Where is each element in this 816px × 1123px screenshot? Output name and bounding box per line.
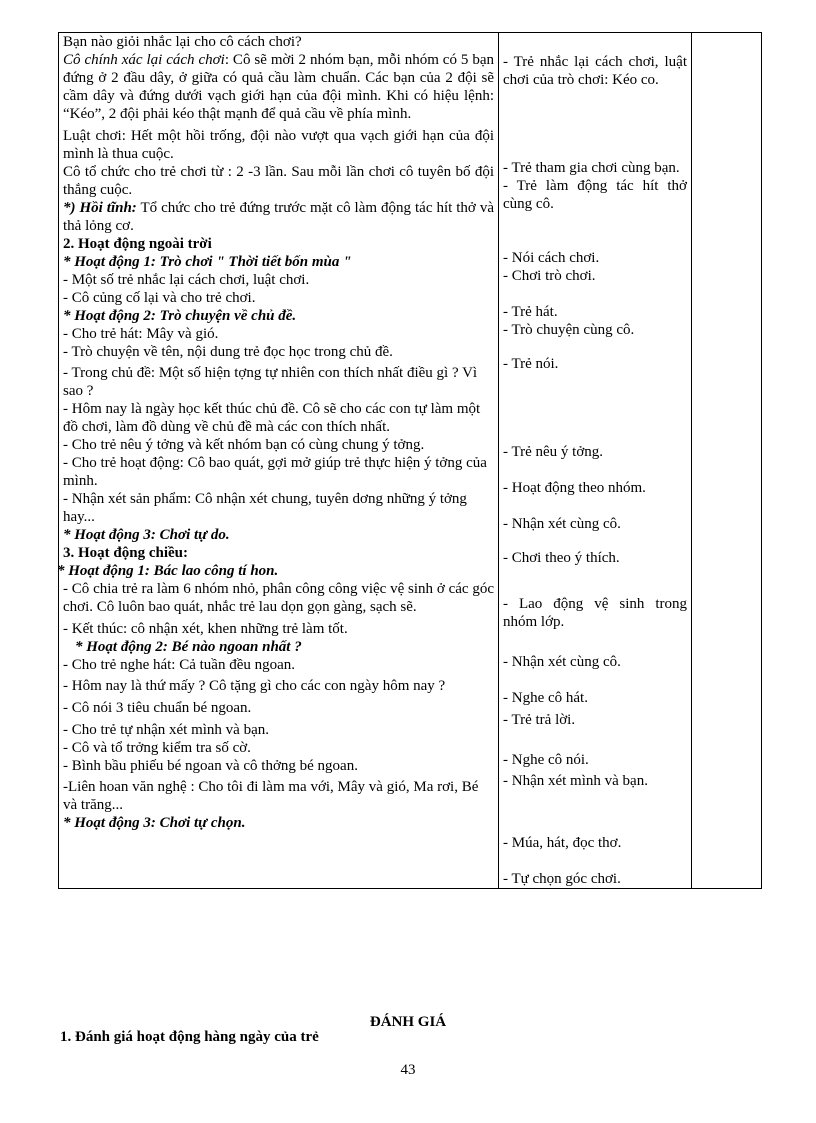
list-item: - Nghe cô nói. (503, 752, 589, 768)
list-item: - Cho trẻ hát: Mây và gió. (63, 326, 219, 342)
rules-paragraph (63, 51, 494, 123)
list-item: - Cô và tổ trởng kiểm tra số cờ. (63, 740, 251, 756)
list-item: - Cô chia trẻ ra làm 6 nhóm nhỏ, phân công công việc vệ sinh ở các góc chơi. Cô luôn bao quát, nhắc trẻ lau dọn gọn gàng, sạch sẽ. (63, 581, 494, 615)
list-item: - Lao động vệ sinh trong nhóm lớp. (503, 596, 687, 630)
outdoor-activity-2-title: * Hoạt động 2: Trò chuyện về chủ đề. (63, 308, 297, 324)
rules-lead: Cô chính xác lại cách chơi (63, 52, 225, 68)
list-item: - Nhận xét mình và bạn. (503, 773, 648, 789)
cooldown-paragraph (63, 199, 494, 235)
teacher-activity-cell (59, 33, 499, 889)
list-item: - Nhận xét sản phẩm: Cô nhận xét chung, tuyên dơng những ý tởng hay... (63, 491, 467, 525)
list-item: - Tự chọn góc chơi. (503, 871, 621, 887)
list-item: - Múa, hát, đọc thơ. (503, 835, 622, 851)
intro-question: Bạn nào giỏi nhắc lại cho cô cách chơi? (63, 34, 302, 50)
child-rules: - Trẻ nhắc lại cách chơi, luật chơi của trò chơi: Kéo co. (503, 54, 687, 88)
list-item: - Nhận xét cùng cô. (503, 654, 621, 670)
list-item: - Cho trẻ nêu ý tởng và kết nhóm bạn có cùng chung ý tởng. (63, 437, 425, 453)
list-item: - Trẻ trả lời. (503, 712, 576, 728)
rules-text: : Cô sẽ mời 2 nhóm bạn, mỗi nhóm có 5 bạn đứng ở 2 đầu dây, ở giữa có quả cầu làm chuẩn. Các bạn của 2 đội sẽ cầm dây và đứng dưới vạch giới hạn của đội mình. Khi có hiệu lệnh: “Kéo”, 2 đội phải kéo thật mạnh để quả cầu về phía mình. (63, 52, 494, 122)
cooldown-text: Tổ chức cho trẻ đứng trước mặt cô làm động tác hít thở và thả lỏng cơ. (63, 200, 494, 234)
activity-table (58, 32, 762, 889)
list-item: - Hoạt động theo nhóm. (503, 480, 646, 496)
list-item: - Trong chủ đề: Một số hiện tợng tự nhiên con thích nhất điều gì ? Vì sao ? (63, 365, 478, 399)
child-activity-cell (499, 33, 692, 889)
evaluation-subtitle: 1. Đánh giá hoạt động hàng ngày của trẻ (60, 1029, 319, 1045)
list-item: - Nói cách chơi. (503, 250, 600, 266)
outdoor-activity-1-title: * Hoạt động 1: Trò chơi " Thời tiết bốn mùa " (63, 254, 352, 270)
afternoon-activity-1-title: * Hoạt động 1: Bác lao công tí hon. (57, 563, 279, 579)
list-item: - Nghe cô hát. (503, 690, 588, 706)
page-number: 43 (400, 1062, 416, 1078)
list-item: - Trẻ nêu ý tởng. (503, 444, 604, 460)
list-item: - Cho trẻ tự nhận xét mình và bạn. (63, 722, 270, 738)
evaluation-title: ĐÁNH GIÁ (369, 1014, 447, 1030)
list-item: - Cô củng cố lại và cho trẻ chơi. (63, 290, 256, 306)
list-item: - Trẻ nói. (503, 356, 559, 372)
list-item: - Nhận xét cùng cô. (503, 516, 621, 532)
list-item: - Bình bầu phiếu bé ngoan và cô thởng bé ngoan. (63, 758, 358, 774)
afternoon-activity-2-title: * Hoạt động 2: Bé nào ngoan nhất ? (75, 639, 302, 655)
list-item: - Chơi trò chơi. (503, 268, 596, 284)
list-item: - Cho trẻ nghe hát: Cả tuần đều ngoan. (63, 657, 296, 673)
child-breathing: - Trẻ làm động tác hít thở cùng cô. (503, 178, 687, 212)
game-rules: Luật chơi: Hết một hồi trống, đội nào vượt qua vạch giới hạn của đội mình là thua cuộc. (63, 128, 494, 162)
notes-cell (692, 33, 762, 889)
table-row (59, 33, 762, 889)
list-item: - Chơi theo ý thích. (503, 550, 620, 566)
list-item: - Trẻ hát. (503, 304, 558, 320)
list-item: -Liên hoan văn nghệ : Cho tôi đi làm ma với, Mây và gió, Ma rơi, Bé và trăng... (63, 779, 479, 813)
afternoon-activity-3-title: * Hoạt động 3: Chơi tự chọn. (63, 815, 246, 831)
list-item: - Trò chuyện về tên, nội dung trẻ đọc học trong chủ đề. (63, 344, 393, 360)
list-item: - Hôm nay là thứ mấy ? Cô tặng gì cho các con ngày hôm nay ? (63, 678, 446, 694)
list-item: - Hôm nay là ngày học kết thúc chủ đề. Cô sẽ cho các con tự làm một đồ chơi, làm đồ dùng về chủ đề mà các con thích nhất. (63, 401, 481, 435)
list-item: - Một số trẻ nhắc lại cách chơi, luật chơi. (63, 272, 310, 288)
outdoor-heading: 2. Hoạt động ngoài trời (63, 236, 212, 252)
organize-paragraph: Cô tổ chức cho trẻ chơi từ : 2 -3 lần. Sau mỗi lần chơi cô tuyên bố đội thắng cuộc. (63, 164, 494, 198)
outdoor-activity-3-title: * Hoạt động 3: Chơi tự do. (63, 527, 230, 543)
list-item: - Trò chuyện cùng cô. (503, 322, 635, 338)
cooldown-lead: *) Hồi tĩnh: (63, 200, 137, 216)
afternoon-heading: 3. Hoạt động chiều: (63, 545, 189, 561)
list-item: - Kết thúc: cô nhận xét, khen những trẻ làm tốt. (63, 621, 348, 637)
list-item: - Cô nói 3 tiêu chuẩn bé ngoan. (63, 700, 252, 716)
list-item: - Cho trẻ hoạt động: Cô bao quát, gợi mở giúp trẻ thực hiện ý tởng của mình. (63, 455, 487, 489)
child-participate: - Trẻ tham gia chơi cùng bạn. (503, 160, 680, 176)
